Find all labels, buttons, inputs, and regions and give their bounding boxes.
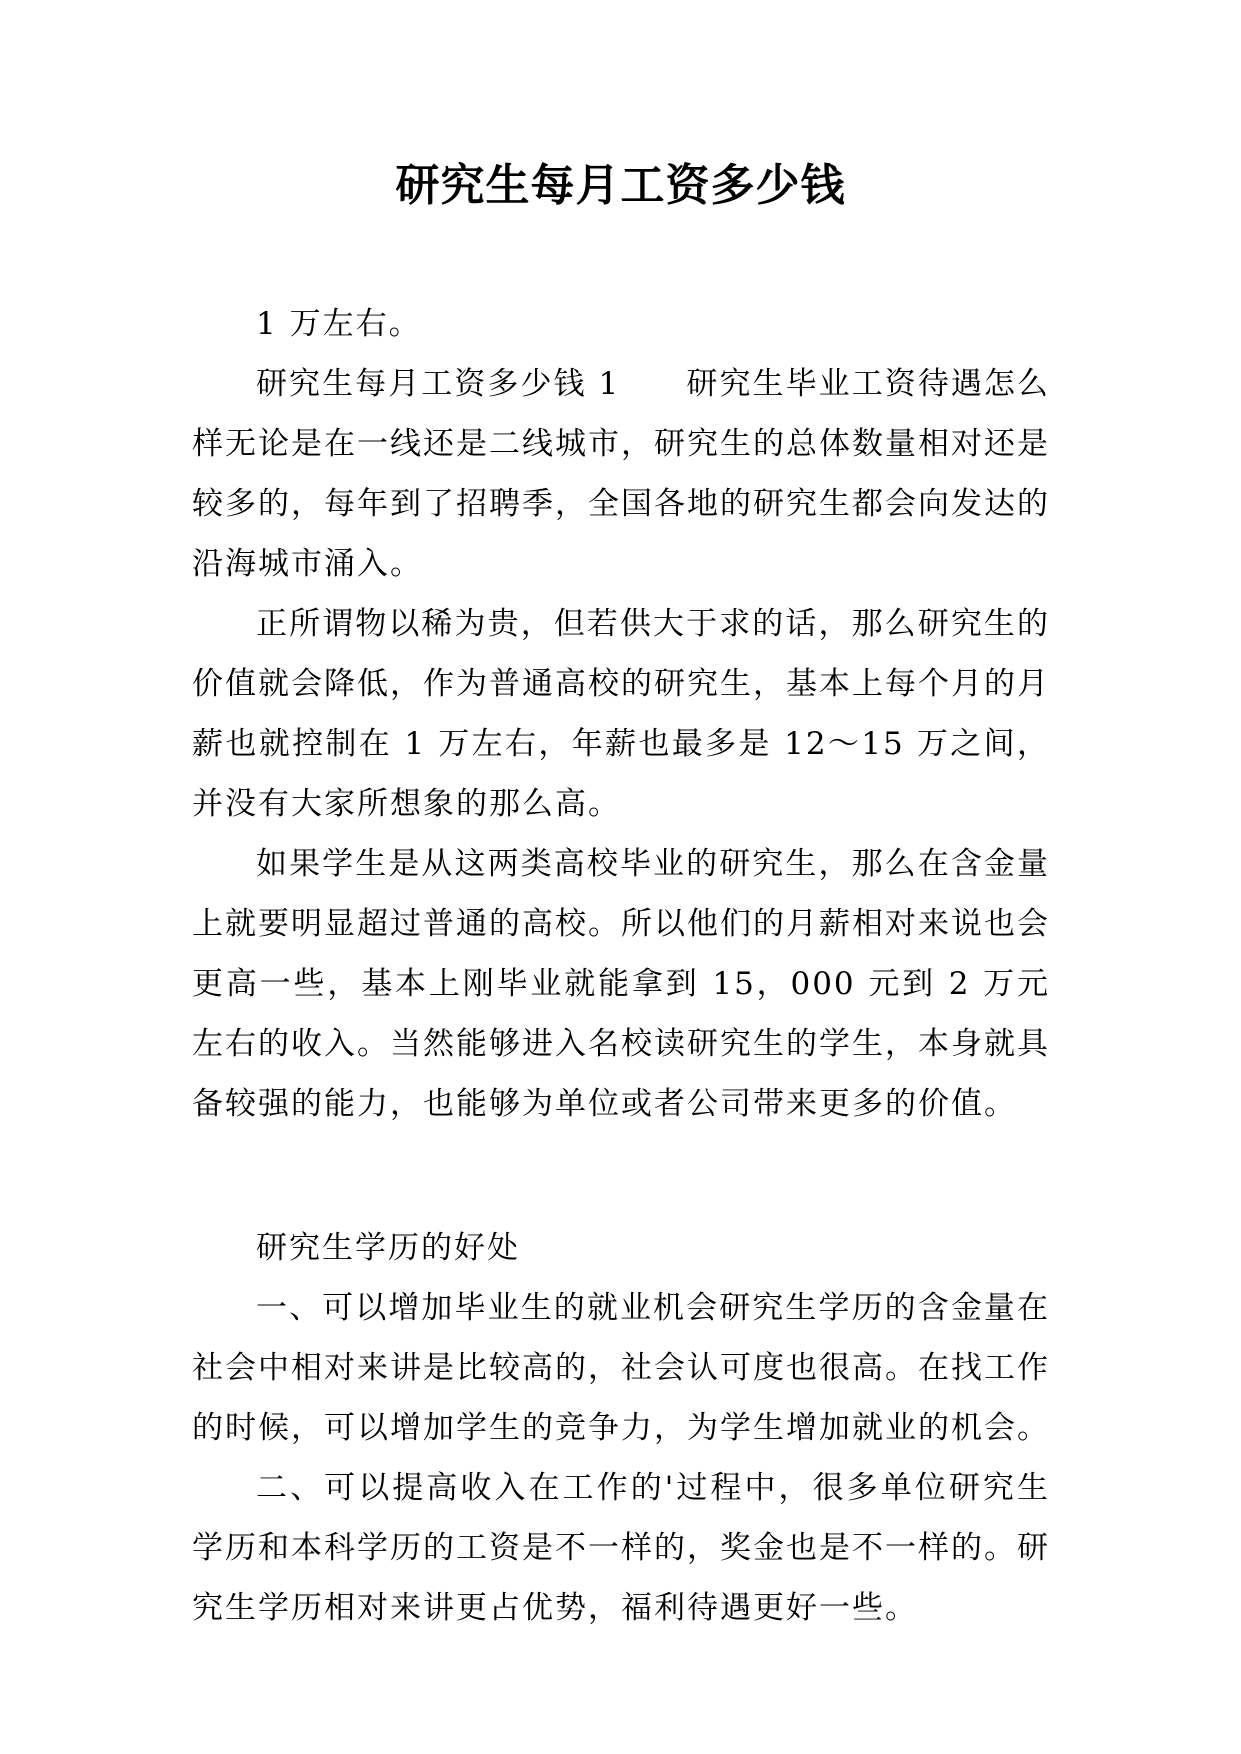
paragraph-benefit-income: 二、可以提高收入在工作的'过程中，很多单位研究生学历和本科学历的工资是不一样的，奖金也是不一样的。研究生学历相对来讲更占优势，福利待遇更好一些。 [192,1470,1050,1626]
section-spacer [192,1134,1050,1218]
document-body [192,294,1050,1638]
paragraph-benefit-employment: 一、可以增加毕业生的就业机会研究生学历的含金量在社会中相对来讲是比较高的，社会认可度也很高。在找工作的时候，可以增加学生的竞争力，为学生增加就业的机会。 [192,1290,1050,1446]
paragraph-elite-universities: 如果学生是从这两类高校毕业的研究生，那么在含金量上就要明显超过普通的高校。所以他们的月薪相对来说也会更高一些，基本上刚毕业就能拿到 15，000 元到 2 万元左右的收入。当然能够进入名校读研究生的学生，本身就具备较强的能力，也能够为单位或者公司带来更多的价值。 [192,846,1050,1122]
paragraph-ordinary-universities: 正所谓物以稀为贵，但若供大于求的话，那么研究生的价值就会降低，作为普通高校的研究生，基本上每个月的月薪也就控制在 1 万左右，年薪也最多是 12～15 万之间，并没有大家所想象的那么高。 [192,606,1050,822]
document-title: 研究生每月工资多少钱 [395,160,846,211]
paragraph-salary-answer: 1 万左右。 [256,306,422,342]
paragraph-salary-intro: 研究生每月工资多少钱 1 研究生毕业工资待遇怎么样无论是在一线还是二线城市，研究生的总体数量相对还是较多的，每年到了招聘季，全国各地的研究生都会向发达的沿海城市涌入。 [192,366,1050,582]
section-heading-benefits: 研究生学历的好处 [256,1230,520,1266]
